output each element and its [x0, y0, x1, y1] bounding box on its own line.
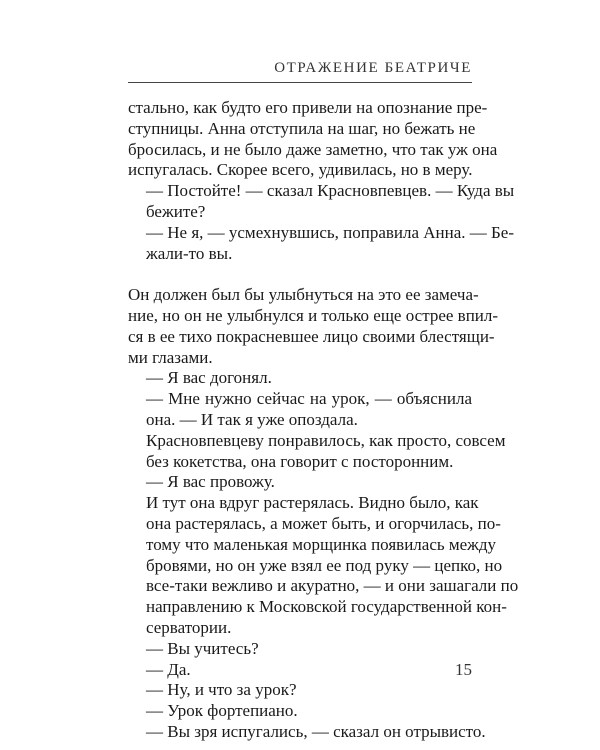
text-line: — Урок фортепиано.	[146, 701, 298, 721]
text-line: ние, но он не улыбнулся и только еще острее впил-	[128, 305, 499, 325]
paragraph	[128, 493, 519, 639]
text-line: испугалась. Скорее всего, удивилась, но в меру.	[128, 160, 473, 180]
paragraph	[128, 368, 472, 389]
text-line: ся в ее тихо покрасневшее лицо своими блестящи-	[128, 326, 495, 346]
text-line: бровями, но он уже взял ее под руку — цепко, но	[146, 555, 503, 575]
text-line: — Вы зря испугались, — сказал он отрывисто.	[146, 721, 486, 741]
text-line: — Не я, — усмехнувшись, поправила Анна. — Бе-	[146, 222, 515, 242]
text-line: направлению к Московской государственной кон-	[146, 597, 507, 617]
paragraph	[128, 721, 486, 743]
paragraph	[128, 98, 498, 181]
header-rule	[128, 82, 472, 83]
text-line: без кокетства, она говорит с посторонним.	[146, 451, 454, 471]
paragraph	[128, 680, 472, 701]
text-line: — Я вас провожу.	[146, 472, 275, 492]
section-break	[128, 264, 472, 285]
text-line: стально, как будто его привели на опознание пре-	[128, 98, 488, 117]
text-line: жали-то вы.	[146, 243, 233, 263]
text-line: тому что маленькая морщинка появилась между	[146, 534, 497, 554]
body-text	[128, 98, 519, 743]
text-line: — Я вас догонял.	[146, 368, 272, 388]
paragraph	[128, 639, 472, 660]
text-line: Красновпевцеву понравилось, как просто, совсем	[146, 430, 506, 450]
paragraph	[128, 222, 515, 265]
text-line: — Постойте! — сказал Красновпевцев. — Куда вы	[146, 181, 515, 201]
text-line: Он должен был бы улыбнуться на это ее замеча-	[128, 285, 479, 305]
text-line: ми глазами.	[128, 347, 213, 367]
paragraph	[128, 660, 472, 681]
text-line: она. — И так я уже опоздала.	[146, 409, 358, 429]
text-line: — Да.	[146, 659, 191, 679]
text-line: серватории.	[146, 617, 232, 637]
running-head: ОТРАЖЕНИЕ БЕАТРИЧЕ	[274, 60, 472, 76]
text-line: — Вы учитесь?	[146, 638, 259, 658]
paragraph	[128, 285, 499, 368]
paragraph	[128, 701, 472, 722]
text-line: бросилась, и не было даже заметно, что так уж она	[128, 139, 498, 159]
paragraph	[128, 181, 515, 223]
text-line: бежите?	[146, 201, 206, 221]
text-line: ступницы. Анна отступила на шаг, но бежать не	[128, 118, 476, 138]
paragraph	[128, 472, 472, 493]
paragraph	[128, 430, 506, 473]
text-line: — Мне нужно сейчас на урок, — объяснила	[146, 389, 472, 409]
text-line: — Ну, и что за урок?	[146, 680, 297, 700]
text-line: И тут она вдруг растерялась. Видно было, как	[146, 493, 479, 513]
text-line: все-таки вежливо и акуратно, — и они зашагали по	[146, 576, 519, 596]
text-line: она растерялась, а может быть, и огорчилась, по-	[146, 513, 501, 533]
paragraph	[128, 389, 472, 431]
page-number: 15	[455, 660, 472, 679]
